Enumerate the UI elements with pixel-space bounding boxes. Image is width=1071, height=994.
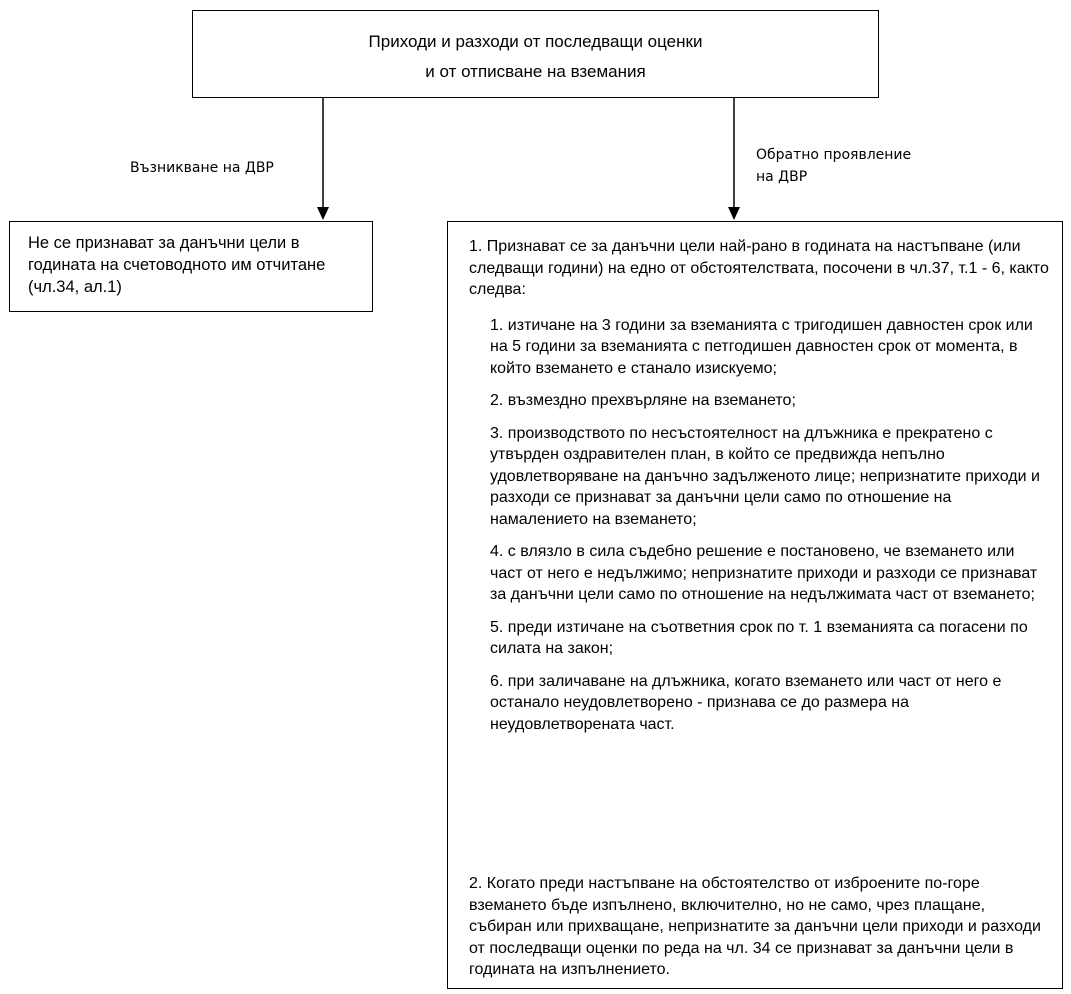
root-title-line2: и от отписване на вземания	[425, 62, 646, 81]
arrow-label-left: Възникване на ДВР	[130, 160, 274, 176]
right-box-final: 2. Когато преди настъпване на обстоятелство от изброените по-горе вземането бъде изпълнено, включително, но не само, чрез плащане, събиран или прихващане, непризнатите за данъчни цели приходи и разходи от последващи оценки по реда на чл. 34 се признават за данъчни цели в годината на изпълнението.	[469, 875, 1041, 978]
right-box-intro: 1. Признават се за данъчни цели най-рано в годината на настъпване (или следващи години) на едно от обстоятелствата, посочени в чл.37, т.1 - 6, както следва:	[469, 238, 1049, 298]
right-arrow-head	[728, 207, 740, 220]
arrow-label-right-line1: Обратно проявление	[756, 147, 912, 163]
list-item: 3. производството по несъстоятелност на длъжника е прекратено с утвърден оздравителен план, в който се предвижда непълно удовлетворяване на данъчно задълженото лице; непризнатите приходи и разходи се признават за данъчни цели само по отношение на намалението на вземането;	[490, 424, 1040, 528]
left-arrow-head	[317, 207, 329, 220]
list-item: 5. преди изтичане на съответния срок по т. 1 вземанията са погасени по силата на закон;	[490, 618, 1028, 657]
list-item: 4. с влязло в сила съдебно решение е постановено, че вземането или част от него е недължимо; непризнатите приходи и разходи се признават за данъчни цели само по отношение на недължимата част от вземането;	[490, 543, 1038, 603]
root-title-line1: Приходи и разходи от последващи оценки	[368, 32, 703, 51]
root-box	[192, 10, 879, 98]
list-item: 2. възмездно прехвърляне на вземането;	[490, 392, 796, 409]
arrow-label-right	[756, 144, 911, 188]
left-box	[9, 221, 373, 312]
list-item: 1. изтичане на 3 години за вземанията с тригодишен давностен срок или на 5 години за вземанията с петгодишен давностен срок от момента, в който вземането е станало изискуемо;	[490, 316, 1033, 377]
list-item: 6. при заличаване на длъжника, когато вземането или част от него е останало неудовлетворено - признава се до размера на неудовлетворената част.	[490, 672, 1002, 733]
arrow-label-right-line2: на ДВР	[756, 169, 808, 185]
left-box-text: Не се признават за данъчни цели в годината на счетоводното им отчитане (чл.34, ал.1)	[28, 234, 326, 296]
right-box	[447, 221, 1063, 989]
